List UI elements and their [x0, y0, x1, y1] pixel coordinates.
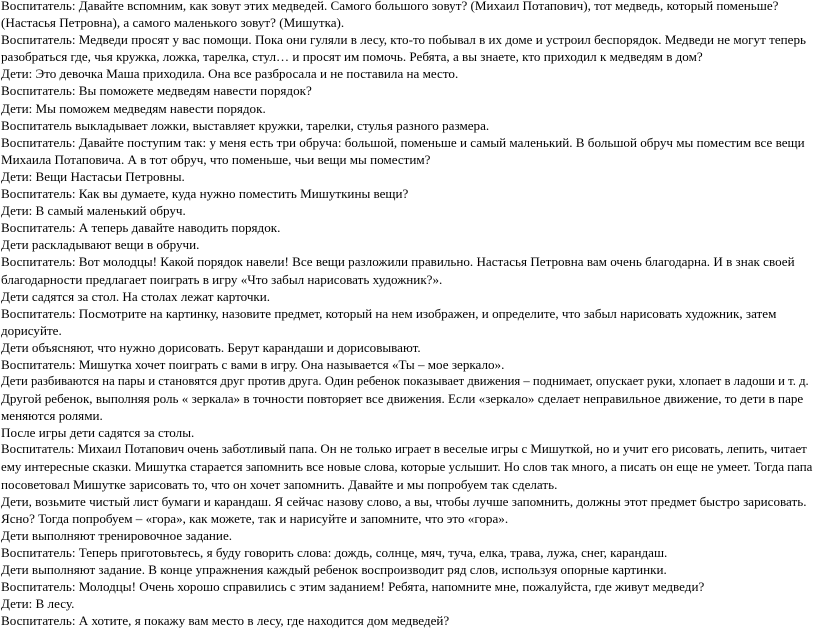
text-line: Дети выполняют задание. В конце упражнения каждый ребенок воспроизводит ряд слов, используя опорные картинки. [1, 562, 667, 578]
text-line: Воспитатель: Вы поможете медведям навести порядок? [1, 83, 312, 99]
text-line: Воспитатель: Теперь приготовьтесь, я буду говорить слова: дождь, солнце, мяч, туча, елка, трава, лужа, снег, карандаш. [1, 545, 668, 560]
text-line: разобраться где, чья кружка, ложка, тарелка, стул… и просят им помочь. Ребята, а вы знаете, кто приходил к медведям в дом? [1, 49, 703, 65]
text-line: Воспитатель: Давайте поступим так: у меня есть три обруча: большой, поменьше и самый маленький. В большой обруч мы поместим все вещи [1, 134, 805, 150]
text-line: Воспитатель: Михаил Потапович очень заботливый папа. Он не только играет в веселые игры с Мишуткой, но и учит его рисовать, лепить, читает [1, 442, 807, 457]
text-line: Михаила Потаповича. А в тот обруч, что поменьше, чьи вещи мы поместим? [1, 151, 431, 167]
text-line: Дети садятся за стол. На столах лежат карточки. [1, 288, 271, 304]
text-line: Воспитатель: Медведи просят у вас помощи. Пока они гуляли в лесу, кто-то побывал в их доме и устроил беспорядок. Медведи не могут теперь [1, 32, 806, 48]
text-line: Дети выполняют тренировочное задание. [1, 527, 233, 543]
text-line: (Настасья Петровна), а самого маленького зовут? (Мишутка). [1, 15, 345, 31]
text-line: Дети: Это девочка Маша приходила. Она все разбросала и не поставила на место. [1, 66, 459, 82]
text-line: Воспитатель: Вот молодцы! Какой порядок навели! Все вещи разложили правильно. Настасья Петровна вам очень благодарна. И в знак своей [1, 254, 795, 270]
text-line: После игры дети садятся за столы. [1, 425, 195, 441]
text-line: Дети: В лесу. [1, 596, 75, 612]
text-line: Воспитатель выкладывает ложки, выставляет кружки, тарелки, стулья разного размера. [1, 117, 490, 133]
text-line: Дети разбиваются на пары и становятся друг против друга. Один ребенок показывает движения – поднимает, опускает руки, хлопает в ладоши и т. д. [1, 374, 809, 389]
text-line: ему интересные сказки. Мишутка старается запомнить все новые слова, которые услышит. Но слов так много, а писать он еще не умеет. Тогда папа [1, 459, 813, 474]
text-line: меняются ролями. [1, 408, 103, 424]
text-line: Воспитатель: А теперь давайте наводить порядок. [1, 220, 281, 236]
text-line: Воспитатель: Как вы думаете, куда нужно поместить Мишуткины вещи? [1, 186, 409, 202]
text-line: Дети, возьмите чистый лист бумаги и карандаш. Я сейчас назову слово, а вы, чтобы лучше запомнить, должны этот предмет быстро зарисовать. [1, 493, 807, 509]
text-line: Дети: В самый маленький обруч. [1, 203, 186, 219]
text-line: дорисуйте. [1, 322, 62, 338]
text-line: Воспитатель: Давайте вспомним, как зовут этих медведей. Самого большого зовут? (Михаил Потапович), тот медведь, который поменьше? [1, 0, 779, 13]
text-line: Дети объясняют, что нужно дорисовать. Берут карандаши и дорисовывают. [1, 339, 421, 355]
text-line: Воспитатель: Мишутка хочет поиграть с вами в игру. Она называется «Ты – мое зеркало». [1, 356, 505, 372]
text-line: благодарности предлагает поиграть в игру «Что забыл нарисовать художник?». [1, 271, 443, 287]
text-line: Дети: Вещи Настасьи Петровны. [1, 168, 185, 184]
document-body [1, 0, 813, 629]
text-line: Ясно? Тогда попробуем – «гора», как можете, так и нарисуйте и запомните, что это «гора». [1, 510, 509, 526]
text-line: Дети раскладывают вещи в обручи. [1, 237, 200, 253]
text-line: Воспитатель: А хотите, я покажу вам место в лесу, где находится дом медведей? [1, 613, 450, 629]
text-line: Воспитатель: Молодцы! Очень хорошо справились с этим заданием! Ребята, напомните мне, пожалуйста, где живут медведи? [1, 579, 705, 595]
text-line: Воспитатель: Посмотрите на картинку, назовите предмет, который на нем изображен, и определите, что забыл нарисовать художник, затем [1, 305, 777, 321]
text-line: Дети: Мы поможем медведям навести порядок. [1, 100, 266, 116]
text-line: Другой ребенок, выполняя роль « зеркала» в точности повторяет все движения. Если «зеркало» сделает неправильное движение, то дети в паре [1, 391, 804, 407]
text-line: посоветовал Мишутке зарисовать то, что он хочет запомнить. Давайте и мы попробуем так сделать. [1, 476, 558, 492]
